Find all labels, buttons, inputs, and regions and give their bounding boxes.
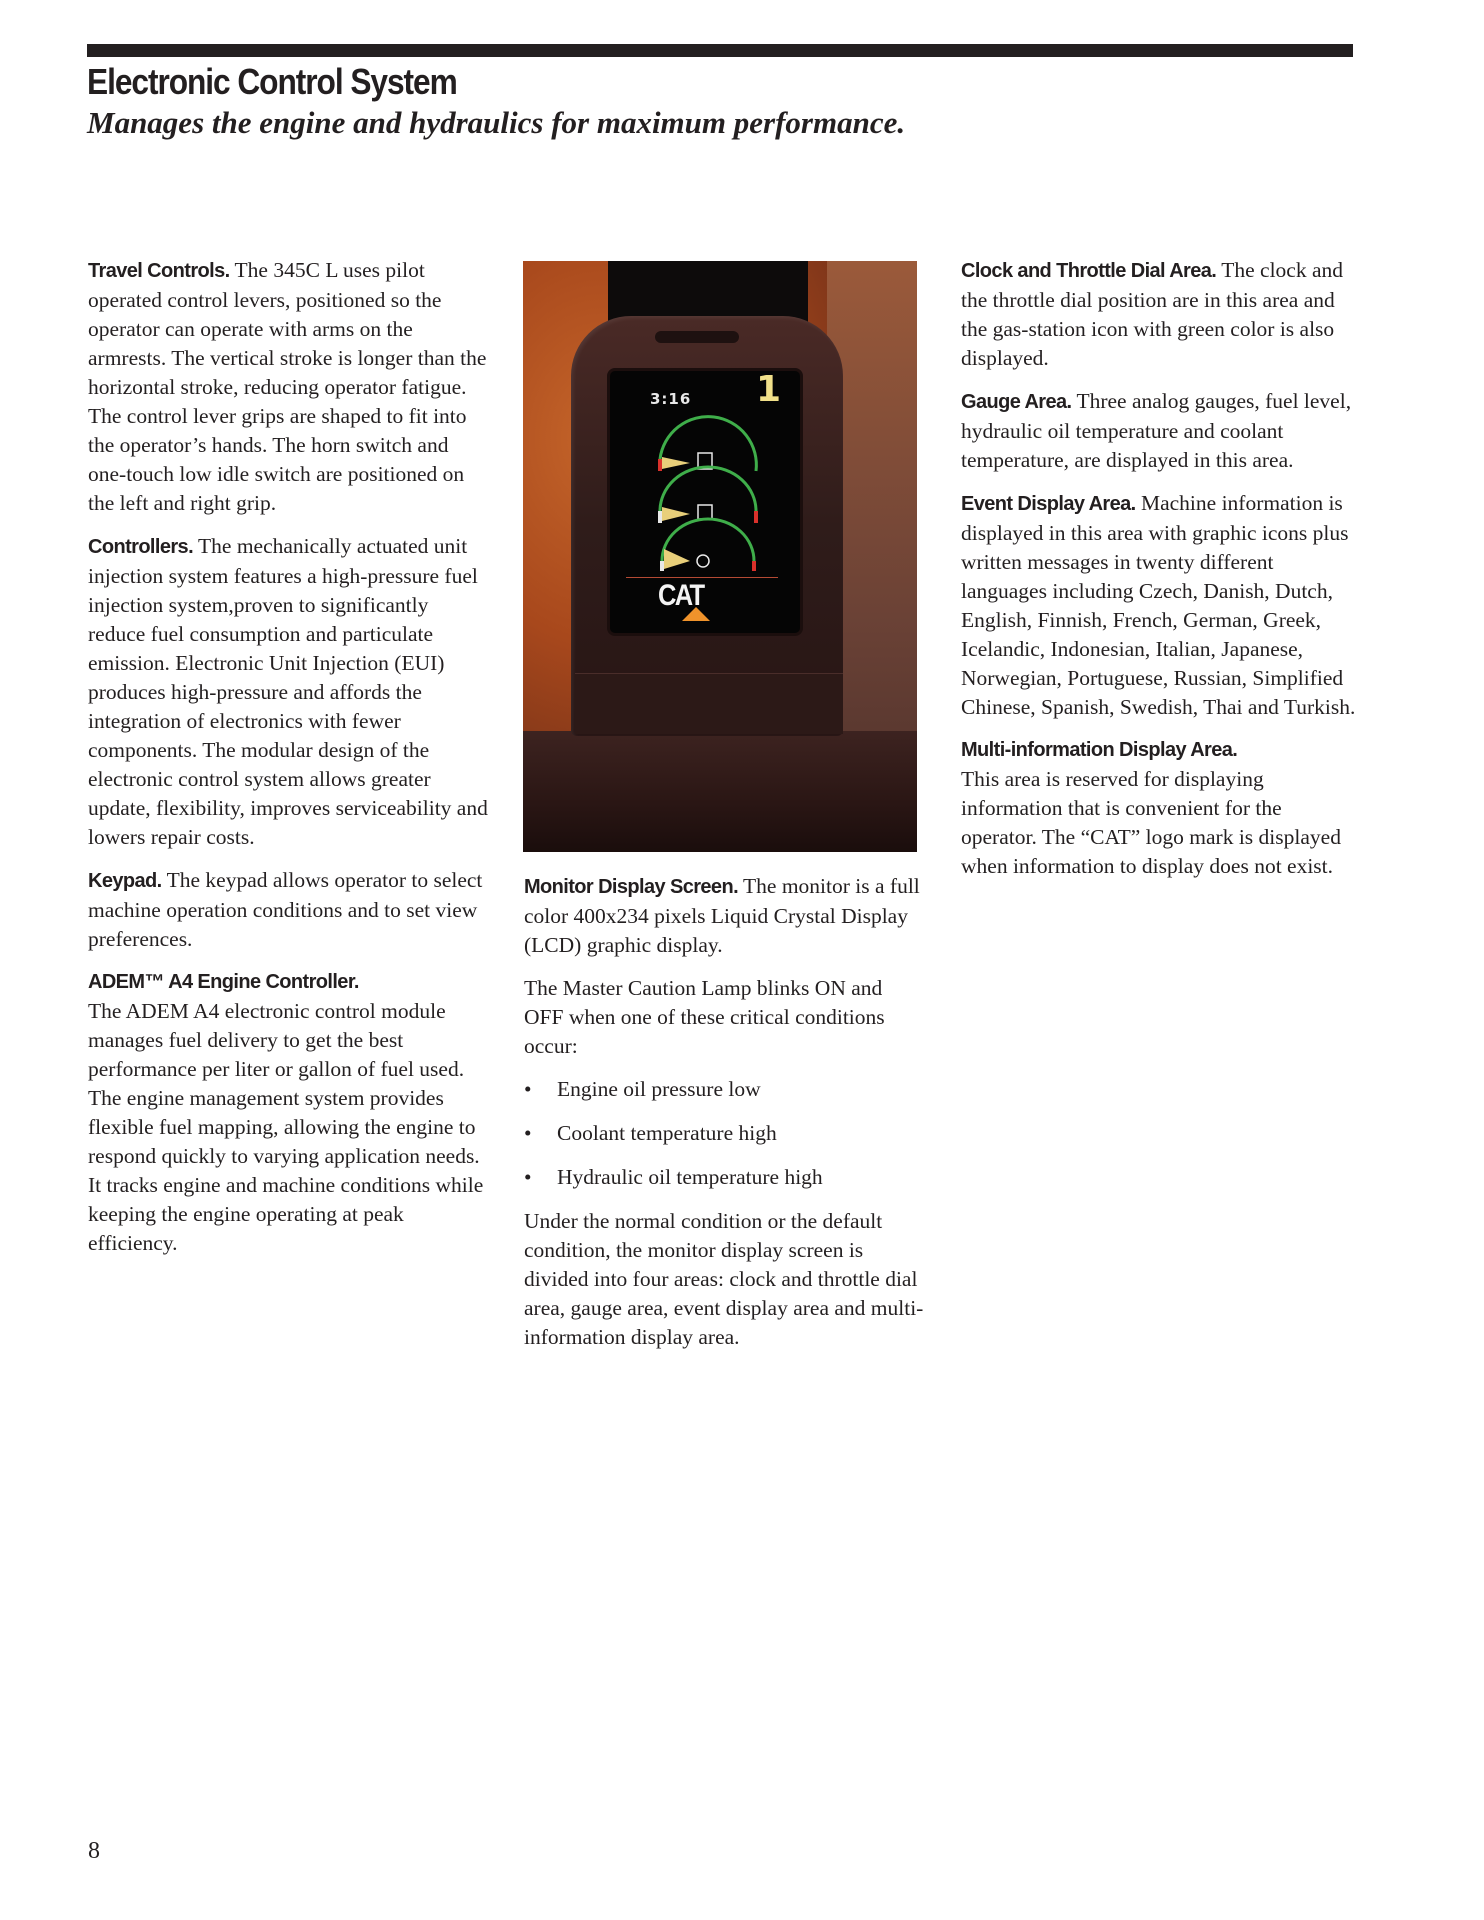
page-title: Electronic Control System — [87, 61, 457, 102]
multi-info-body: This area is reserved for displaying information that is convenient for the operator. The “CAT” logo mark is displayed when information to display does not exist. — [961, 767, 1341, 878]
keypad-body: The keypad allows operator to select machine operation conditions and to set view preferences. — [88, 868, 483, 951]
page-number: 8 — [88, 1838, 100, 1864]
monitor-caution-lamp — [655, 331, 739, 343]
list-item: • Coolant temperature high — [524, 1119, 924, 1148]
event-display-heading: Event Display Area. — [961, 493, 1136, 515]
page-subtitle: Manages the engine and hydraulics for maximum performance. — [87, 105, 906, 140]
cat-logo: CAT — [658, 579, 704, 612]
monitor-photo — [523, 261, 917, 852]
adem-heading: ADEM™ A4 Engine Controller. — [88, 971, 359, 993]
cat-logo-triangle-icon — [682, 607, 710, 621]
clock-readout: 3:16 — [650, 390, 692, 408]
gauge-area-heading: Gauge Area. — [961, 391, 1072, 413]
multi-info-divider — [626, 577, 778, 578]
monitor-display-body: The monitor is a full color 400x234 pixels Liquid Crystal Display (LCD) graphic display. — [524, 874, 920, 957]
critical-conditions-list — [524, 1075, 924, 1192]
throttle-dial-readout: 1 — [756, 369, 782, 410]
travel-controls-heading: Travel Controls. — [88, 260, 230, 282]
bullet-icon: • — [524, 1121, 532, 1145]
fuel-level-gauge-icon — [658, 417, 756, 471]
list-item: • Engine oil pressure low — [524, 1075, 924, 1104]
right-column — [961, 256, 1361, 895]
controllers-heading: Controllers. — [88, 536, 194, 558]
gauge-area-paragraph — [961, 387, 1361, 475]
middle-column — [524, 256, 924, 1366]
monitor-mount — [523, 731, 917, 852]
monitor-screen — [607, 368, 803, 636]
hydraulic-oil-temperature-gauge-icon — [658, 467, 758, 523]
master-caution-paragraph: The Master Caution Lamp blinks ON and OFF when one of these critical conditions occur: — [524, 976, 885, 1058]
header-rule — [87, 44, 1353, 57]
clock-throttle-body: The clock and the throttle dial position are in this area and the gas-station icon with green color is also displayed. — [961, 258, 1344, 370]
travel-controls-body: The 345C L uses pilot operated control levers, positioned so the operator can operate with arms on the armrests. The vertical stroke is longer than the horizontal stroke, reducing operator fatigue. The control lever grips are shaped to fit into the operator’s hands. The horn switch and one-touch low idle switch are positioned on the left and right grip. — [88, 258, 487, 515]
gauge-area-body: Three analog gauges, fuel level, hydraulic oil temperature and coolant temperature, are displayed in this area. — [961, 389, 1352, 472]
monitor-housing-base — [575, 673, 843, 734]
monitor-display-heading: Monitor Display Screen. — [524, 876, 739, 898]
bullet-icon: • — [524, 1165, 532, 1189]
keypad-heading: Keypad. — [88, 870, 162, 892]
clock-throttle-paragraph — [961, 256, 1361, 373]
controllers-paragraph — [88, 532, 488, 852]
multi-info-heading: Multi-information Display Area. — [961, 739, 1238, 761]
bullet-icon: • — [524, 1077, 532, 1101]
multi-info-paragraph — [961, 736, 1361, 881]
keypad-paragraph — [88, 866, 488, 954]
controllers-body: The mechanically actuated unit injection system features a high-pressure fuel injection system,proven to significantly reduce fuel consumption and particulate emission. Electronic Unit Injection (EUI) produces high-pressure and affords the integration of electronics with fewer components. The modular design of the electronic control system allows greater update, flexibility, improves serviceability and lowers repair costs. — [88, 534, 488, 849]
event-display-body: Machine information is displayed in this area with graphic icons plus written messages in twenty different languages including Czech, Danish, Dutch, English, Finnish, French, German, Greek, Icelandic, Indonesian, Italian, Japanese, Norwegian, Portuguese, Russian, Simplified Chinese, Spanish, Swedish, Thai and Turkish. — [961, 491, 1356, 719]
travel-controls-paragraph — [88, 256, 488, 518]
left-column — [88, 256, 488, 1272]
gauge-cluster — [610, 371, 800, 633]
coolant-temperature-gauge-icon — [660, 519, 756, 571]
display-areas-paragraph: Under the normal condition or the default condition, the monitor display screen is divided into four areas: clock and throttle dial area, gauge area, event display area and multi-information display area. — [524, 1209, 924, 1349]
clock-throttle-heading: Clock and Throttle Dial Area. — [961, 260, 1217, 282]
adem-body: The ADEM A4 electronic control module manages fuel delivery to get the best performance per liter or gallon of fuel used. The engine management system provides flexible fuel mapping, allowing the engine to respond quickly to varying application needs. It tracks engine and machine conditions while keeping the engine operating at peak efficiency. — [88, 999, 484, 1255]
adem-paragraph — [88, 968, 488, 1258]
monitor-display-paragraph — [524, 872, 924, 960]
list-item: • Hydraulic oil temperature high — [524, 1163, 924, 1192]
event-display-paragraph — [961, 489, 1361, 722]
